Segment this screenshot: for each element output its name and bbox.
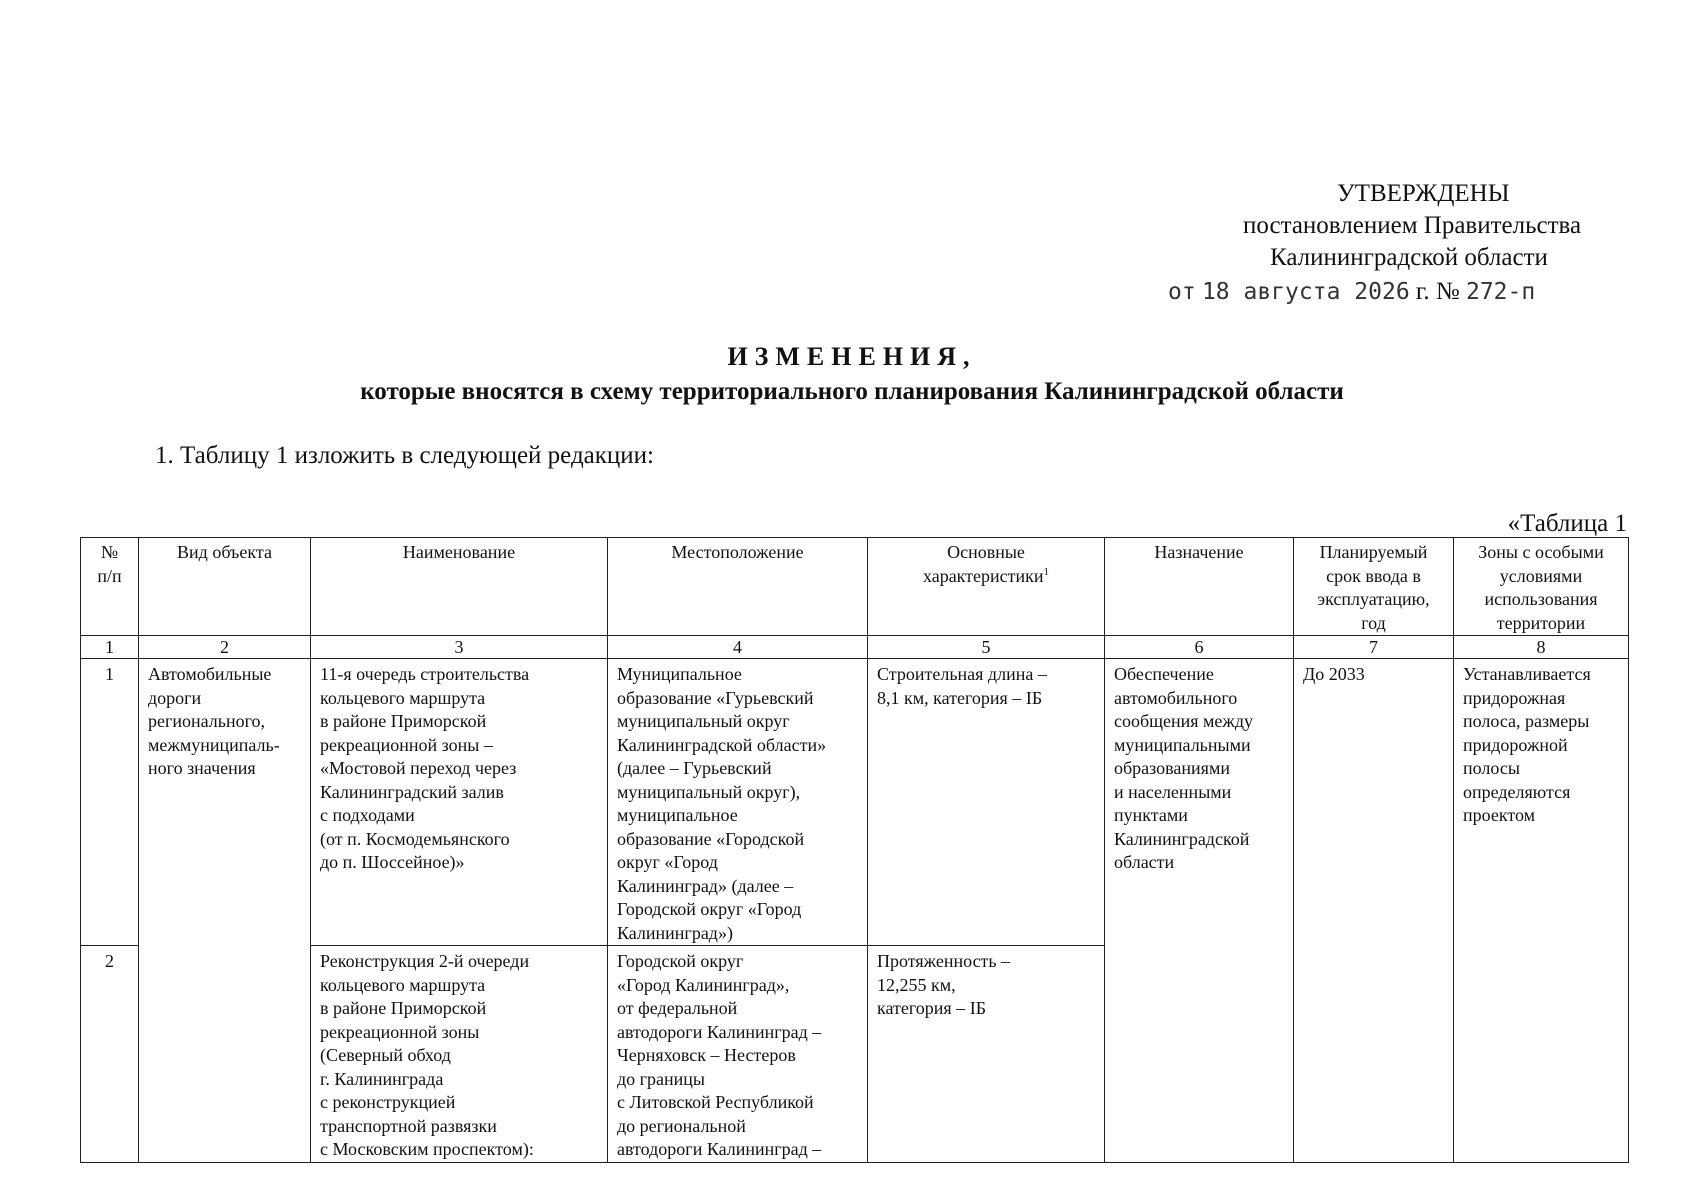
purpose-cell: Обеспечение автомобильного сообщения между муниципальными образованиями и населенными пунктами Калининградской области xyxy=(1105,659,1294,1163)
column-number: 1 xyxy=(81,636,139,659)
header-cell-zones: Зоны с особыми условиями использования территории xyxy=(1454,538,1629,636)
table-caption: «Таблица 1 xyxy=(1507,510,1627,537)
column-number-row xyxy=(81,636,1629,659)
approval-date-prefix: от xyxy=(1168,279,1196,305)
column-number: 6 xyxy=(1105,636,1294,659)
approval-date-line xyxy=(1168,276,1535,308)
header-cell-deadline: Планируемый срок ввода в эксплуатацию, год xyxy=(1294,538,1454,636)
table-header-row xyxy=(81,538,1629,636)
header-cell-number: № п/п xyxy=(81,538,139,636)
row-number: 1 xyxy=(81,659,139,946)
row-number: 2 xyxy=(81,946,139,1163)
approval-date: 18 августа 2026 xyxy=(1201,279,1410,305)
approval-authority: постановлением Правительства xyxy=(1243,212,1582,239)
table-row xyxy=(81,659,1629,946)
approval-number-label: г. № xyxy=(1415,278,1460,305)
column-number: 5 xyxy=(868,636,1105,659)
location-cell: Муниципальное образование «Гурьевский муниципальный округ Калининградской области» (далее – Гурьевский муниципальный округ), муниципальное образование «Городской округ «Город Калининград» (далее – Городской округ «Город Калининград») xyxy=(608,659,868,946)
header-cell-name: Наименование xyxy=(311,538,608,636)
column-number: 2 xyxy=(139,636,311,659)
instruction-paragraph: 1. Таблицу 1 изложить в следующей редакции: xyxy=(155,442,654,469)
location-cell: Городской округ «Город Калининград», от федеральной автодороги Калининград – Черняховск – Нестеров до границы с Литовской Республикой до региональной автодороги Калининград – xyxy=(608,946,868,1163)
column-number: 8 xyxy=(1454,636,1629,659)
column-number: 3 xyxy=(311,636,608,659)
header-cell-purpose: Назначение xyxy=(1105,538,1294,636)
column-number: 4 xyxy=(608,636,868,659)
document-subtitle: которые вносятся в схему территориального планирования Калининградской области xyxy=(360,378,1344,405)
object-name-cell: Реконструкция 2-й очереди кольцевого маршрута в районе Приморской рекреационной зоны (Северный обход г. Калининграда с реконструкцией транспортной развязки с Московским проспектом): xyxy=(311,946,608,1163)
document-title: ИЗМЕНЕНИЯ, xyxy=(727,342,977,371)
header-cell-characteristics: Основные характеристики$^1$ xyxy=(868,538,1105,636)
approval-number: 272-п xyxy=(1465,279,1536,305)
footnote-marker: 1 xyxy=(1043,565,1050,578)
deadline-cell: До 2033 xyxy=(1294,659,1454,1163)
column-number: 7 xyxy=(1294,636,1454,659)
object-name-cell: 11-я очередь строительства кольцевого маршрута в районе Приморской рекреационной зоны – «Мостовой переход через Калининградский залив с подходами (от п. Космодемьянского до п. Шоссейное)» xyxy=(311,659,608,946)
header-cell-location: Местоположение xyxy=(608,538,868,636)
approval-region: Калининградской области xyxy=(1270,244,1548,271)
characteristics-cell: Строительная длина – 8,1 км, категория – IБ xyxy=(868,659,1105,946)
header-cell-object-type: Вид объекта xyxy=(139,538,311,636)
approval-heading: УТВЕРЖДЕНЫ xyxy=(1337,180,1510,207)
zones-cell: Устанавливается придорожная полоса, размеры придорожной полосы определяются проектом xyxy=(1454,659,1629,1163)
characteristics-cell: Протяженность – 12,255 км, категория – IБ xyxy=(868,946,1105,1163)
object-type-cell: Автомобильные дороги регионального, межмуниципаль- ного значения xyxy=(139,659,311,1163)
objects-table xyxy=(80,537,1629,1163)
